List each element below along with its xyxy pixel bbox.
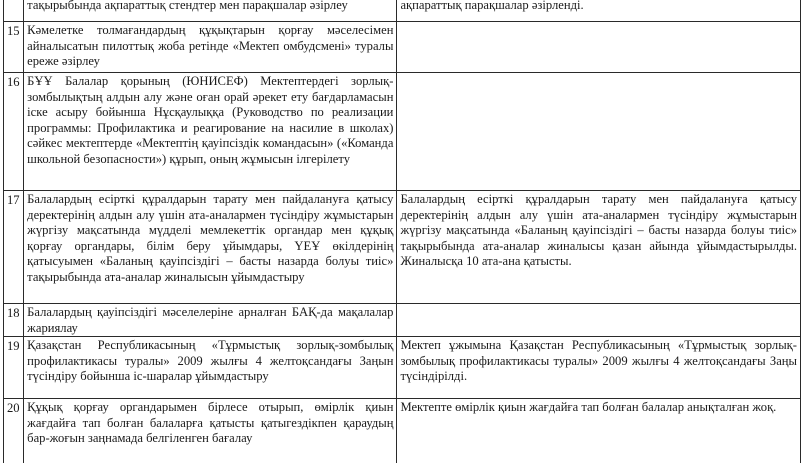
result-cell: Мектеп ұжымына Қазақстан Республикасының «Тұрмыстық зорлық-зомбылық профилактикасы туралы» 2009 жылғы 4 желтоқсандағы Заңы түсіндірілді. <box>397 337 801 399</box>
table-row <box>4 73 801 191</box>
row-number <box>4 0 24 22</box>
result-cell: ақпараттық парақшалар әзірленді. <box>397 0 801 22</box>
result-cell: Мектепте өмірлік қиын жағдайға тап болған балалар анықталған жоқ. <box>397 399 801 463</box>
table-row <box>4 399 801 463</box>
table-row <box>4 304 801 337</box>
action-cell: Балалардың қауіпсіздігі мәселелеріне арналған БАҚ-да мақалалар жариялау <box>24 304 397 337</box>
action-cell: тақырыбында ақпараттық стендтер мен парақшалар әзірлеу <box>24 0 397 22</box>
table-row <box>4 191 801 304</box>
action-plan-table <box>3 0 801 463</box>
action-cell: Қазақстан Республикасының «Тұрмыстық зорлық-зомбылық профилактикасы туралы» 2009 жылғы 4 желтоқсандағы Заңын түсіндіру бойынша іс-шаралар ұйымдастыру <box>24 337 397 399</box>
action-cell: Балалардың есірткі құралдарын тарату мен пайдалануға қатысу деректерінің алдын алу үшін ата-аналармен түсіндіру жұмыстарын жүргізу мақсатында мүдделі мемлекеттік органдар мен құқық қорғау органдары, білім беру ұйымдары, ҮЕҰ өкілдерінің қатысуымен «Баланың қауіпсіздігі – басты назарда болуы тиіс» тақырыбында ата-аналар жиналысын ұйымдастыру <box>24 191 397 304</box>
action-cell: Кәмелетке толмағандардың құқықтарын қорғау мәселесімен айналысатын пилоттық жоба ретінде «Мектеп омбудсмені» туралы ереже әзірлеу <box>24 22 397 73</box>
table-row <box>4 0 801 22</box>
row-number: 19 <box>4 337 24 399</box>
row-number: 18 <box>4 304 24 337</box>
row-number: 16 <box>4 73 24 191</box>
result-cell <box>397 73 801 191</box>
result-cell <box>397 304 801 337</box>
result-cell <box>397 22 801 73</box>
table-row <box>4 337 801 399</box>
row-number: 15 <box>4 22 24 73</box>
row-number: 17 <box>4 191 24 304</box>
result-cell: Балалардың есірткі құралдарын тарату мен пайдалануға қатысу деректерінің алдын алу үшін ата-аналармен түсіндіру жұмыстарын жүргізу мақсатында «Баланың қауіпсіздігі – басты назарда болуы тиіс» тақырыбында ата-аналар жиналысы қазан айында ұйымдастырылды. Жиналысқа 10 ата-ана қатысты. <box>397 191 801 304</box>
action-cell: Құқық қорғау органдарымен бірлесе отырып, өмірлік қиын жағдайға тап болған балаларға қатысты қатыгездікпен қараудың бар-жоғын заңнамада белгіленген бағалау <box>24 399 397 463</box>
table-row <box>4 22 801 73</box>
row-number: 20 <box>4 399 24 463</box>
action-cell: БҰҰ Балалар қорының (ЮНИСЕФ) Мектептердегі зорлық-зомбылықтың алдын алу және оған орай әрекет ету бағдарламасын іске асыру бойынша Нұсқаулыққа (Руководство по реализации программы: Профилактика и реагирование на насилие в школах) сәйкес мектептерде «Мектептің қауіпсіздік командасын» («Команда школьной безопасности») құрып, оның жұмысын ілгерілету <box>24 73 397 191</box>
